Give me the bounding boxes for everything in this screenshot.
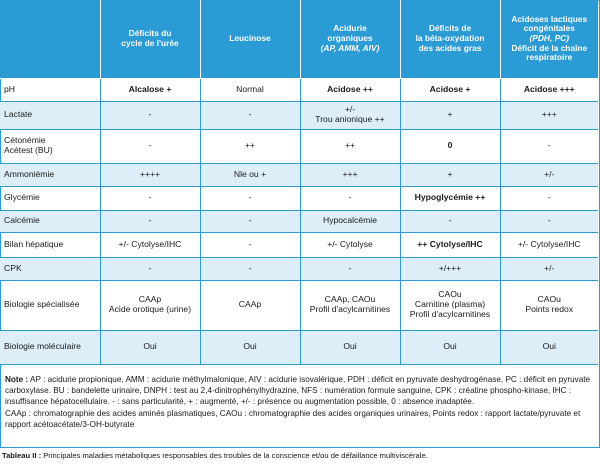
table-row-cpk: CPK - - - +/+++ +/- bbox=[0, 257, 598, 280]
table-caption bbox=[2, 451, 428, 460]
header-uree: Déficits du cycle de l'urée bbox=[100, 0, 200, 78]
table-row-biologie-moleculaire: Biologie moléculaire Oui Oui Oui Oui Oui bbox=[0, 330, 598, 364]
header-acidoses-lactiques: Acidoses lactiques congénitales (PDH, PC) Déficit de la chaîne respiratoire bbox=[500, 0, 598, 78]
table-row-biologie-specialisee: Biologie spécialisée CAAp Acide orotique (urine) CAAp CAAp, CAOu Profil d'acylcarnitines CAOu Carnitine (plasma) Profil d'acylcarnitines CAOu Points redox bbox=[0, 280, 598, 330]
header-beta-oxydation: Déficits de la béta-oxydation des acides gras bbox=[400, 0, 500, 78]
caption-text: Principales maladies métaboliques responsables des troubles de la conscience et/ou de défaillance multiviscérale. bbox=[43, 451, 428, 460]
table-note bbox=[0, 367, 598, 431]
table-row-ph: pH Alcalose + Normal Acidose ++ Acidose + Acidose +++ bbox=[0, 78, 598, 101]
table-row-glycemie: Glycémie - - - Hypoglycémie ++ - bbox=[0, 186, 598, 210]
table-row-cetonemie: Cétonémie Acétest (BU) - ++ ++ 0 - bbox=[0, 129, 598, 163]
note-text-chromatography: CAAp : chromatographie des acides aminés plasmatiques, CAOu : chromatographie des acides organiques urinaires, Points redox : rapport lactate/pyruvate et rapport acétoacétate/3-OH-butyrate bbox=[5, 409, 581, 429]
table-row-ammoniemie: Ammoniémie ++++ Nle ou + +++ + +/- bbox=[0, 163, 598, 186]
table-row-calcemie: Calcémie - - Hypocalcémie - - bbox=[0, 210, 598, 232]
table-row-lactate: Lactate - - +/- Trou anionique ++ + +++ bbox=[0, 101, 598, 129]
header-row bbox=[0, 0, 598, 78]
header-acidurie: Acidurie organiques (AP, AMM, AIV) bbox=[300, 0, 400, 78]
note-text-abbreviations: AP : acidurie propionique, AMM : acidurie méthylmalonique, AIV : acidurie isovalérique, PDH : déficit en pyruvate deshydrogénase, PC : déficit en pyruvate carboxylase. BU : bandelette urinaire, DNPH : test au 2,4-dinitrophénylhydrazine, NFS : numération formule sanguine, CPK : créatine phospho-kinase, IHC : insuffisance hépatocellulaire. - : sans particularité, + : augmenté, +/- : présence ou augmentation possible, 0 : absence inadaptée. bbox=[5, 375, 591, 406]
header-leucinose: Leucinose bbox=[200, 0, 300, 78]
header-corner bbox=[0, 0, 100, 78]
table-row-bilan-hepatique: Bilan hépatique +/- Cytolyse/IHC - +/- Cytolyse ++ Cytolyse/IHC +/- Cytolyse/IHC bbox=[0, 232, 598, 257]
caption-label: Tableau II : bbox=[2, 451, 42, 460]
note-label: Note : bbox=[5, 375, 29, 384]
